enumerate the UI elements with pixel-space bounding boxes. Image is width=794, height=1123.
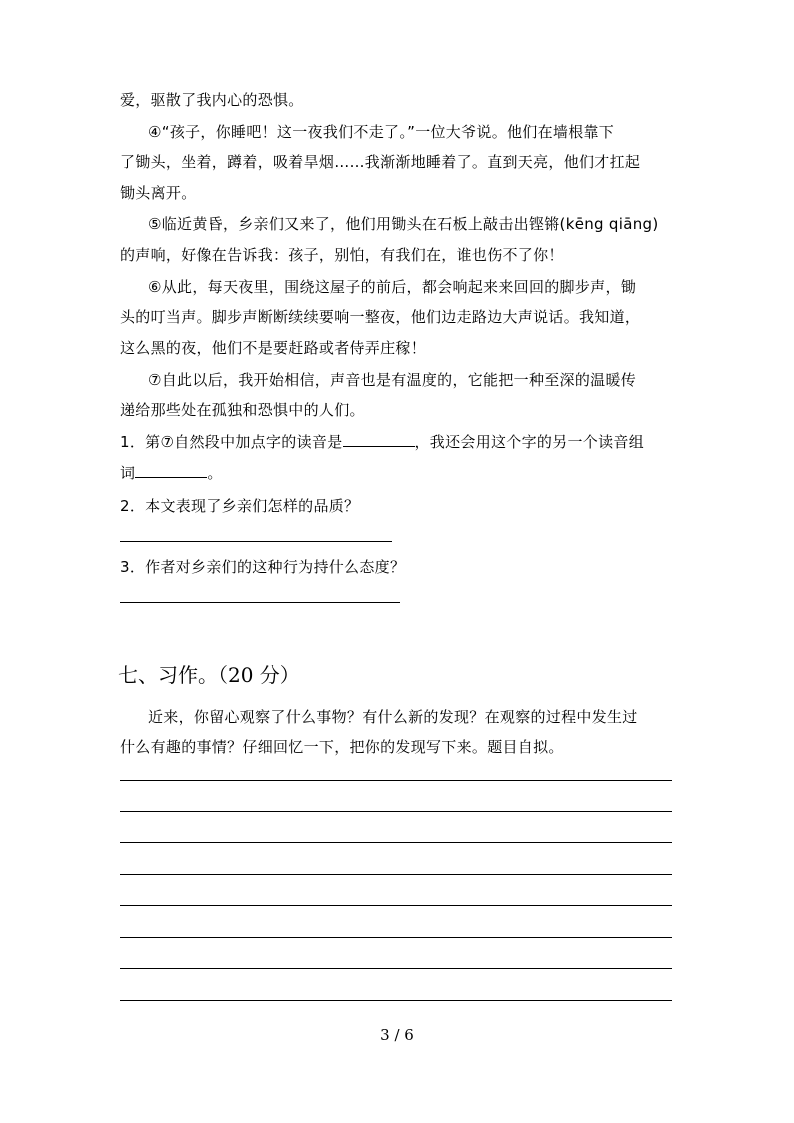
writing-line[interactable] bbox=[120, 1000, 672, 1001]
writing-line[interactable] bbox=[120, 937, 672, 938]
question-1-text-b: ，我还会用这个字的另一个读音组 bbox=[414, 433, 645, 451]
question-1-text-d: 。 bbox=[207, 464, 223, 482]
paragraph-4-line-2: 了锄头，坐着，蹲着，吸着旱烟……我渐渐地睡着了。直到天亮，他们才扛起 bbox=[120, 153, 641, 171]
paragraph-6-line-1: ⑥从此，每天夜里，围绕这屋子的前后，都会响起来来回回的脚步声，锄 bbox=[148, 278, 637, 296]
paragraph-6-line-2: 头的叮当声。脚步声断断续续要响一整夜，他们边走路边大声说话。我知道， bbox=[120, 308, 641, 326]
paragraph-5-line-1: ⑤临近黄昏，乡亲们又来了，他们用锄头在石板上敲击出铿锵(kēng qiāng) bbox=[148, 215, 659, 233]
paragraph-7-line-1: ⑦自此以后，我开始相信，声音也是有温度的，它能把一种至深的温暖传 bbox=[148, 371, 637, 389]
composition-prompt-line-2: 什么有趣的事情？仔细回忆一下，把你的发现写下来。题目自拟。 bbox=[120, 738, 564, 756]
writing-line[interactable] bbox=[120, 968, 672, 969]
paragraph-5-line-2: 的声响，好像在告诉我：孩子，别怕，有我们在，谁也伤不了你！ bbox=[120, 246, 564, 264]
paragraph-3-end: 爱，驱散了我内心的恐惧。 bbox=[120, 91, 304, 109]
composition-prompt-line-1: 近来，你留心观察了什么事物？有什么新的发现？在观察的过程中发生过 bbox=[148, 708, 638, 726]
question-1-continued bbox=[120, 463, 223, 483]
paragraph-4-line-3: 锄头离开。 bbox=[120, 184, 197, 202]
section-heading-composition: 七、习作。（20 分） bbox=[118, 663, 300, 687]
writing-line[interactable] bbox=[120, 780, 672, 781]
question-3: 3．作者对乡亲们的这种行为持什么态度？ bbox=[120, 558, 406, 576]
answer-blank-1[interactable] bbox=[343, 432, 415, 447]
question-1 bbox=[120, 432, 644, 452]
writing-line[interactable] bbox=[120, 905, 672, 906]
page-number: 3 / 6 bbox=[380, 1026, 414, 1044]
writing-line[interactable] bbox=[120, 811, 672, 812]
answer-blank-2[interactable] bbox=[135, 463, 207, 478]
paragraph-6-line-3: 这么黑的夜，他们不是要赶路或者侍弄庄稼！ bbox=[120, 339, 427, 357]
answer-line-q2[interactable] bbox=[120, 541, 392, 542]
paragraph-7-line-2: 递给那些处在孤独和恐惧中的人们。 bbox=[120, 401, 365, 419]
question-2: 2．本文表现了乡亲们怎样的品质？ bbox=[120, 497, 360, 515]
writing-line[interactable] bbox=[120, 874, 672, 875]
writing-line[interactable] bbox=[120, 842, 672, 843]
answer-line-q3[interactable] bbox=[120, 602, 400, 603]
question-1-text-c: 词 bbox=[120, 464, 136, 482]
paragraph-4-line-1: ④“孩子，你睡吧！这一夜我们不走了。”一位大爷说。他们在墙根靠下 bbox=[148, 123, 615, 141]
question-1-text-a: 1．第⑦自然段中加点字的读音是 bbox=[120, 433, 343, 451]
